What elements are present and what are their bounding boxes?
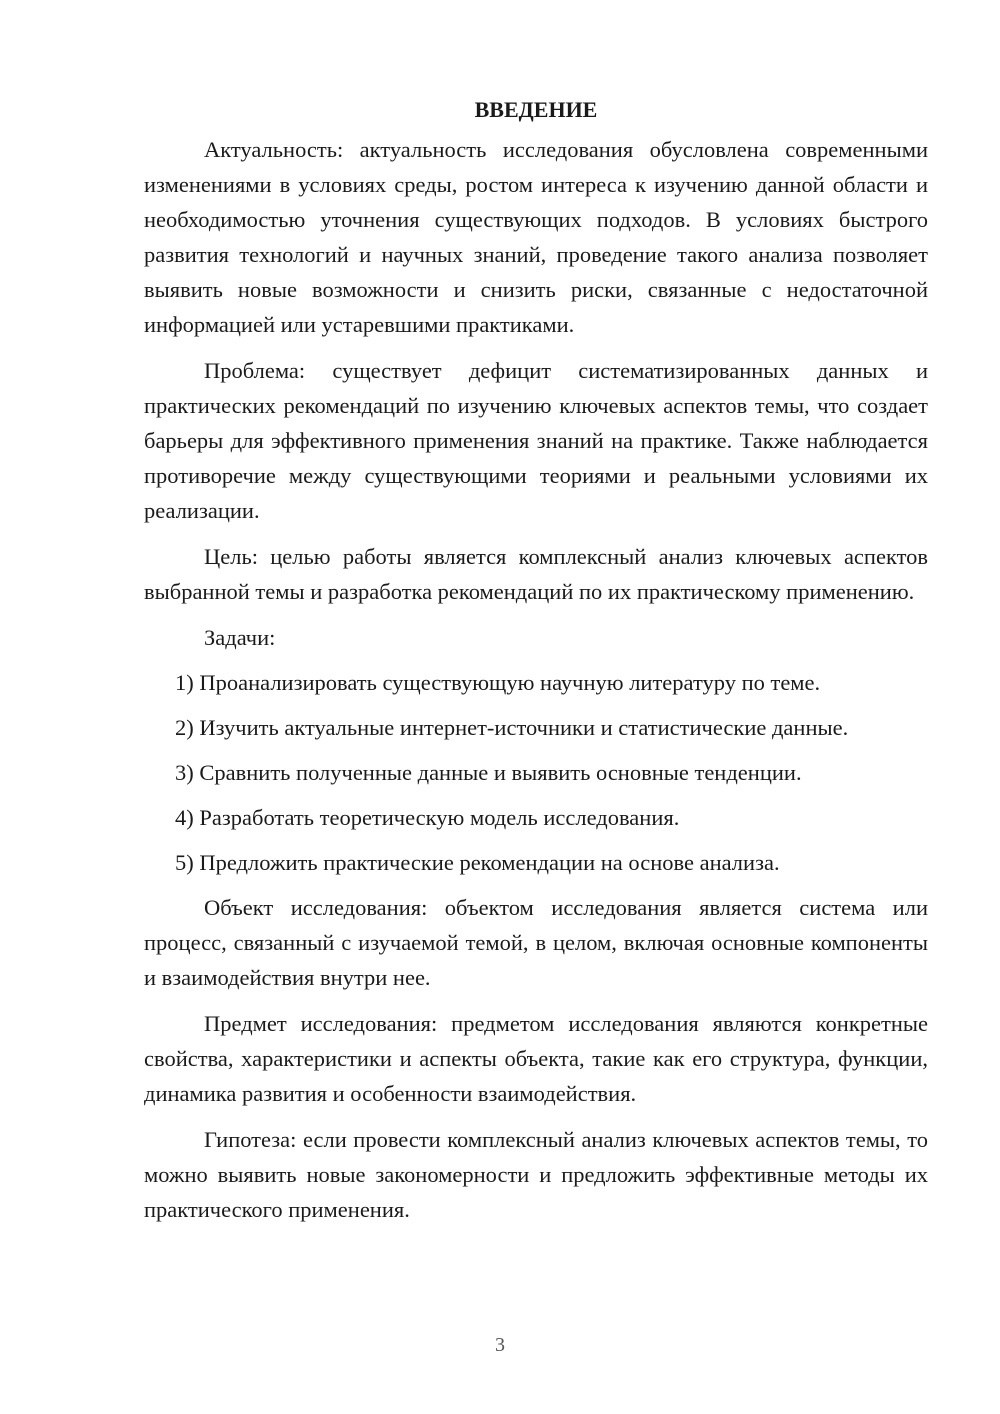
task-item: 1) Проанализировать существующую научную литературу по теме. bbox=[175, 670, 821, 695]
task-item: 5) Предложить практические рекомендации на основе анализа. bbox=[175, 850, 780, 875]
task-item: 4) Разработать теоретическую модель исследования. bbox=[175, 805, 680, 830]
subject-paragraph: Предмет исследования: предметом исследования являются конкретные свойства, характеристики и аспекты объекта, такие как его структура, функции, динамика развития и особенности взаимодействия. bbox=[144, 1011, 928, 1106]
tasks-list bbox=[144, 665, 928, 880]
problem-paragraph: Проблема: существует дефицит систематизированных данных и практических рекомендаций по изучению ключевых аспектов темы, что создает барьеры для эффективного применения знаний на практике. Также наблюдается противоречие между существующими теориями и реальными условиями их реализации. bbox=[144, 358, 928, 523]
relevance-paragraph: Актуальность: актуальность исследования обусловлена современными изменениями в условиях среды, ростом интереса к изучению данной области и необходимостью уточнения существующих подходов. В условиях быстрого развития технологий и научных знаний, проведение такого анализа позволяет выявить новые возможности и снизить риски, связанные с недостаточной информацией или устаревшими практиками. bbox=[144, 137, 928, 337]
goal-paragraph: Цель: целью работы является комплексный анализ ключевых аспектов выбранной темы и разработка рекомендаций по их практическому применению. bbox=[144, 544, 928, 604]
page-content bbox=[144, 92, 928, 1238]
task-item: 2) Изучить актуальные интернет-источники и статистические данные. bbox=[175, 715, 849, 740]
page-title: ВВЕДЕНИЕ bbox=[474, 97, 598, 122]
object-paragraph: Объект исследования: объектом исследования является система или процесс, связанный с изучаемой темой, в целом, включая основные компоненты и взаимодействия внутри нее. bbox=[144, 895, 928, 990]
hypothesis-paragraph: Гипотеза: если провести комплексный анализ ключевых аспектов темы, то можно выявить новые закономерности и предложить эффективные методы их практического применения. bbox=[144, 1127, 928, 1222]
task-item: 3) Сравнить полученные данные и выявить основные тенденции. bbox=[175, 760, 802, 785]
page-number: 3 bbox=[495, 1334, 505, 1356]
tasks-heading: Задачи: bbox=[204, 625, 276, 650]
